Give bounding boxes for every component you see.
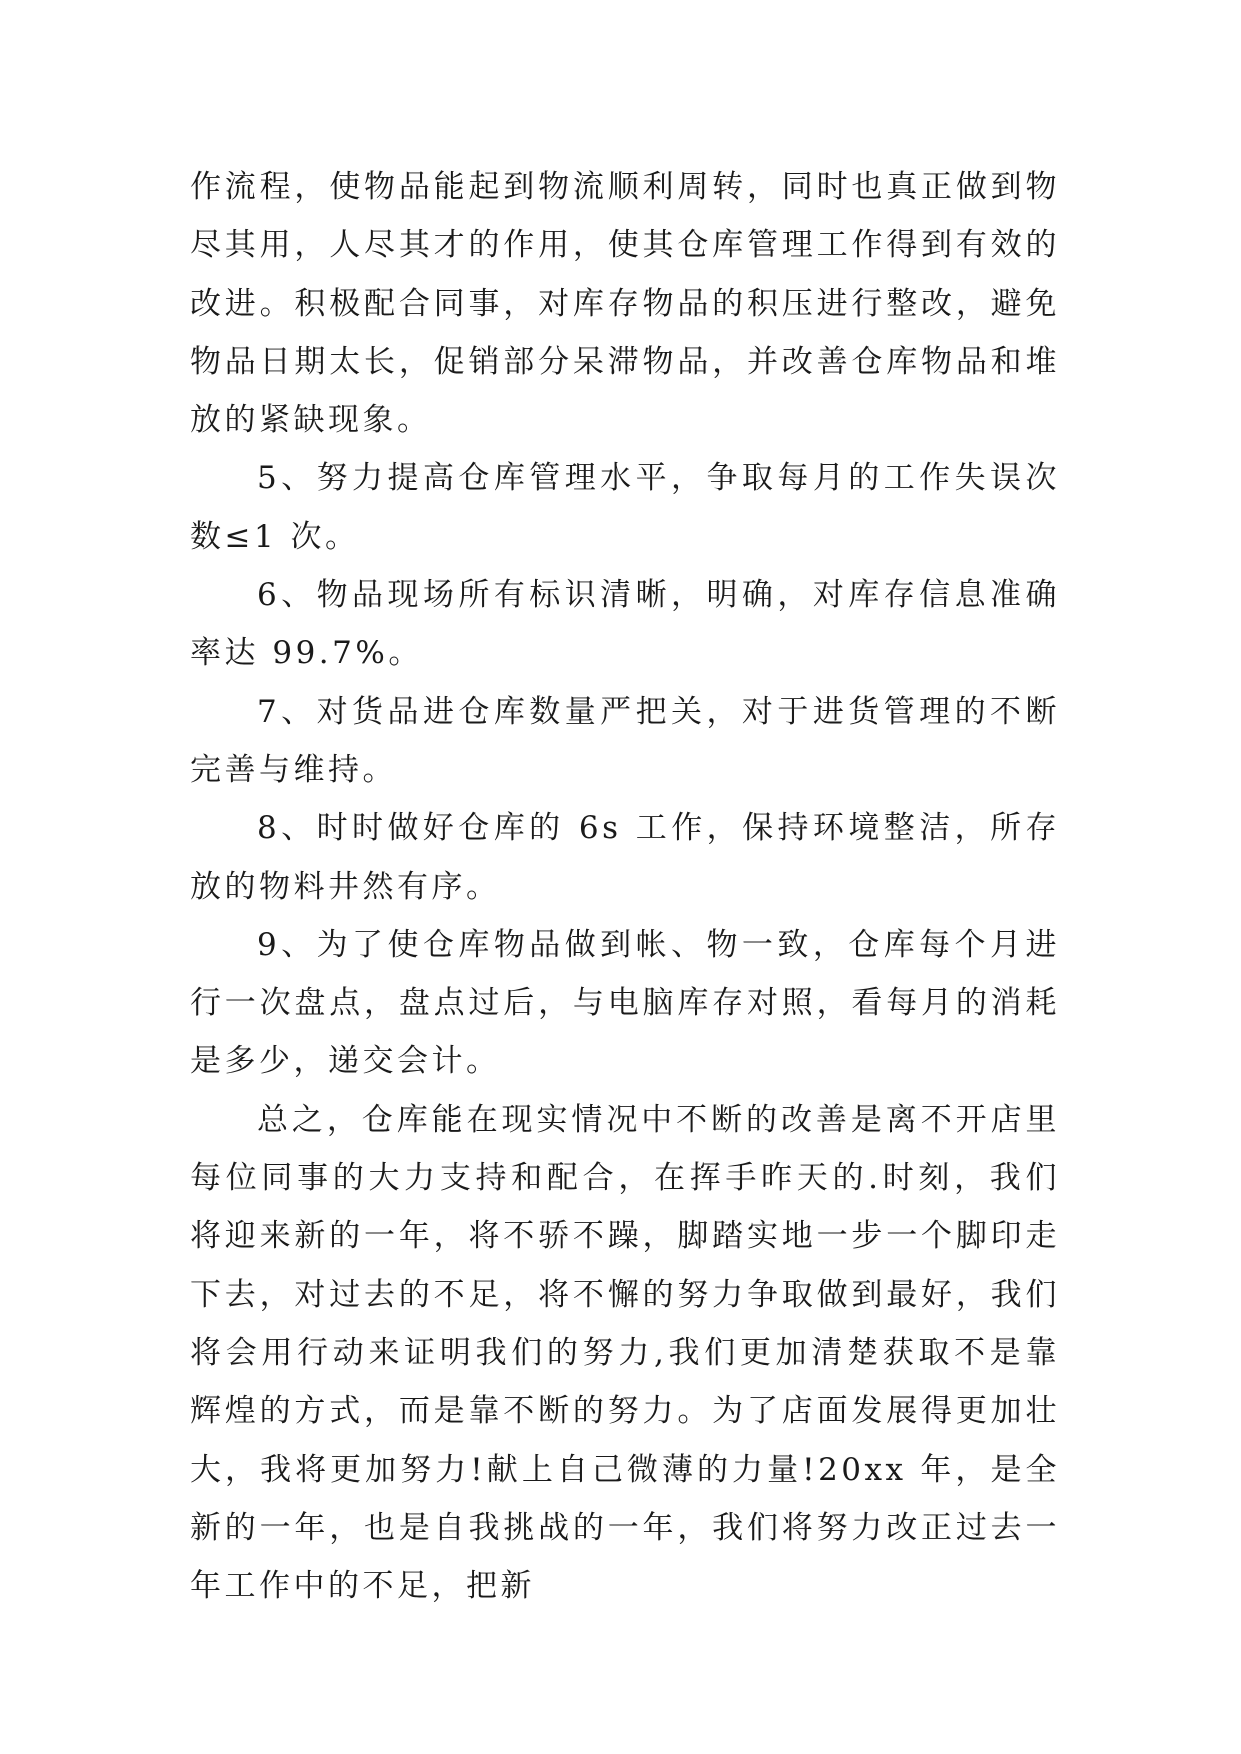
paragraph-continuation: 作流程，使物品能起到物流顺利周转，同时也真正做到物尽其用，人尽其才的作用，使其仓库管理工作得到有效的改进。积极配合同事，对库存物品的积压进行整改，避免物品日期太长，促销部分呆滞物品，并改善仓库物品和堆放的紧缺现象。 xyxy=(190,169,1060,439)
paragraph-item-9: 9、为了使仓库物品做到帐、物一致，仓库每个月进行一次盘点，盘点过后，与电脑库存对照，看每月的消耗是多少，递交会计。 xyxy=(190,926,1060,1080)
paragraph-conclusion: 总之，仓库能在现实情况中不断的改善是离不开店里每位同事的大力支持和配合，在挥手昨天的.时刻，我们将迎来新的一年，将不骄不躁，脚踏实地一步一个脚印走下去，对过去的不足，将不懈的努力争取做到最好，我们将会用行动来证明我们的努力,我们更加清楚获取不是靠辉煌的方式，而是靠不断的努力。为了店面发展得更加壮大，我将更加努力!献上自己微薄的力量!20xx 年，是全新的一年，也是自我挑战的一年，我们将努力改正过去一年工作中的不足，把新 xyxy=(190,1101,1060,1605)
paragraph-item-8: 8、时时做好仓库的 6s 工作，保持环境整洁，所存放的物料井然有序。 xyxy=(190,810,1060,905)
body-text xyxy=(190,158,1060,1615)
paragraph-item-7: 7、对货品进仓库数量严把关，对于进货管理的不断完善与维持。 xyxy=(190,693,1060,788)
paragraph-item-5: 5、努力提高仓库管理水平，争取每月的工作失误次数≤1 次。 xyxy=(190,460,1060,555)
paragraph-item-6: 6、物品现场所有标识清晰，明确，对库存信息准确率达 99.7%。 xyxy=(190,577,1060,672)
